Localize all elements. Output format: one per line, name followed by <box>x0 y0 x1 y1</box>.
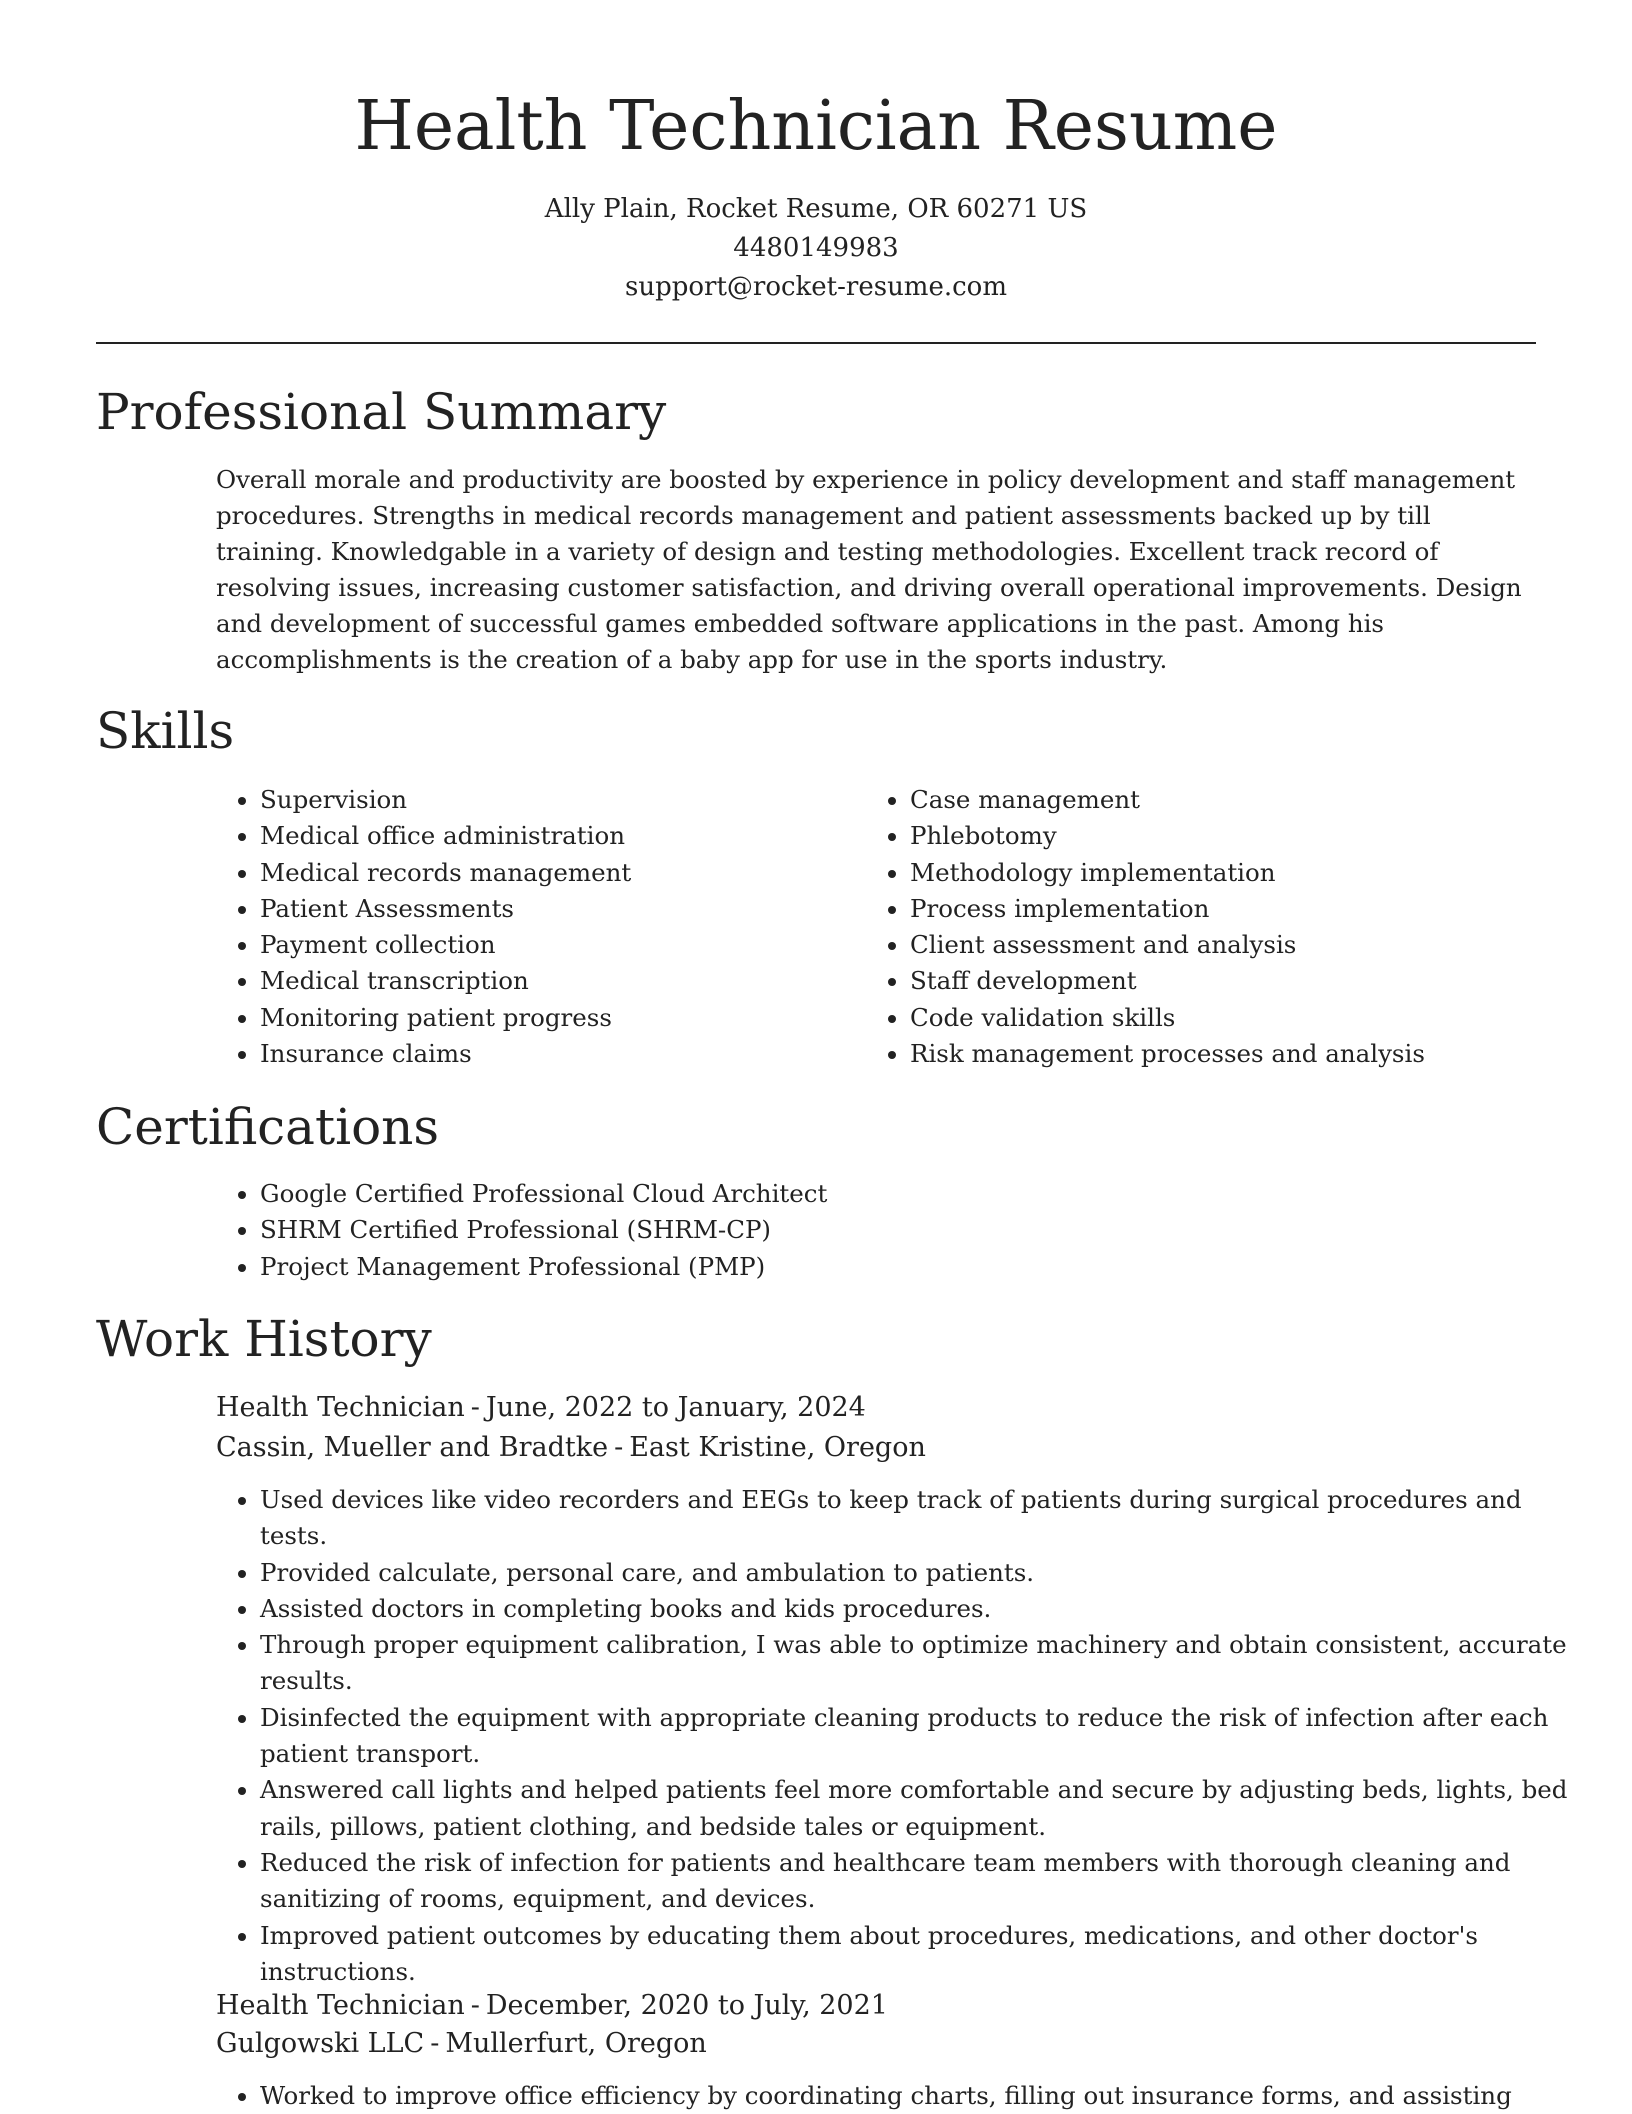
skill-item: • Risk management processes and analysis <box>910 1036 1570 1072</box>
job-bullet: • Used devices like video recorders and EEGs to keep track of patients during surgical procedures and tests. <box>260 1482 1580 1555</box>
job-title: Health Technician <box>216 1990 465 2021</box>
job-bullet: • Disinfected the equipment with appropriate cleaning products to reduce the risk of infection after each patient transport. <box>260 1700 1580 1773</box>
skill-item: • Patient Assessments <box>260 891 860 927</box>
skill-item: • Case management <box>910 782 1570 818</box>
job-bullet: • Answered call lights and helped patients feel more comfortable and secure by adjusting beds, lights, bed rails, pillows, patient clothing, and bedside tales or equipment. <box>260 1772 1580 1845</box>
job-bullet: • Assisted doctors in completing books and kids procedures. <box>260 1591 1580 1627</box>
contact-address: Ally Plain, Rocket Resume, OR 60271 US <box>544 194 1088 224</box>
job-company-line <box>216 2024 707 2064</box>
job-bullet: • Worked to improve office efficiency by coordinating charts, filling out insurance forms, and assisting <box>260 2078 1580 2114</box>
skills-heading: Skills <box>96 702 235 760</box>
skill-item: • Medical records management <box>260 855 860 891</box>
skill-item: • Monitoring patient progress <box>260 1000 860 1036</box>
job-company: Cassin, Mueller and Bradtke <box>216 1432 609 1463</box>
job-location: Mullerfurt, Oregon <box>445 2028 707 2059</box>
job-dates: December, 2020 to July, 2021 <box>485 1990 888 2021</box>
skill-item: • Phlebotomy <box>910 818 1570 854</box>
job-company-line <box>216 1428 926 1468</box>
contact-block <box>0 190 1632 307</box>
header-divider <box>96 342 1536 344</box>
skill-item: • Process implementation <box>910 891 1570 927</box>
contact-phone: 4480149983 <box>733 233 899 263</box>
skill-item: • Client assessment and analysis <box>910 927 1570 963</box>
summary-text: Overall morale and productivity are boosted by experience in policy development and staff management procedures. Strengths in medical records management and patient assessments backed up by till training. Knowledgable in a variety of design and testing methodologies. Excellent track record of resolving issues, increasing customer satisfaction, and driving overall operational improvements. Design and development of successful games embedded software applications in the past. Among his accomplishments is the creation of a baby app for use in the sports industry. <box>216 465 1522 674</box>
skill-item: • Code validation skills <box>910 1000 1570 1036</box>
certification-item: • Project Management Professional (PMP) <box>260 1249 1560 1285</box>
skill-item: • Staff development <box>910 963 1570 999</box>
certifications-heading: Certifications <box>96 1098 440 1156</box>
job-title-line <box>216 1388 866 1428</box>
skill-item: • Payment collection <box>260 927 860 963</box>
skill-item: • Supervision <box>260 782 860 818</box>
separator: - <box>470 1990 480 2021</box>
work-history-heading: Work History <box>96 1310 432 1368</box>
job-bullet: • Improved patient outcomes by educating them about procedures, medications, and other doctor's instructions. <box>260 1918 1580 1991</box>
separator: - <box>470 1392 480 1423</box>
certification-item: • SHRM Certified Professional (SHRM-CP) <box>260 1212 1560 1248</box>
separator: - <box>614 1432 624 1463</box>
skill-item: • Insurance claims <box>260 1036 860 1072</box>
job-title-line <box>216 1986 888 2026</box>
job-bullet: • Provided calculate, personal care, and ambulation to patients. <box>260 1555 1580 1591</box>
skills-list-left <box>216 782 860 1072</box>
resume-header <box>0 0 1632 307</box>
separator: - <box>430 2028 440 2059</box>
job-bullets <box>216 1482 1580 1990</box>
summary-heading: Professional Summary <box>96 383 667 441</box>
skill-item: • Medical office administration <box>260 818 860 854</box>
job-title: Health Technician <box>216 1392 465 1423</box>
certification-item: • Google Certified Professional Cloud Architect <box>260 1176 1560 1212</box>
job-dates: June, 2022 to January, 2024 <box>485 1392 866 1423</box>
contact-email: support@rocket-resume.com <box>624 272 1007 302</box>
job-bullet: • Reduced the risk of infection for patients and healthcare team members with thorough cleaning and sanitizing of rooms, equipment, and devices. <box>260 1845 1580 1918</box>
page-title: Health Technician Resume <box>354 87 1278 166</box>
job-company: Gulgowski LLC <box>216 2028 425 2059</box>
certifications-list <box>216 1176 1560 1285</box>
job-location: East Kristine, Oregon <box>629 1432 926 1463</box>
skills-list-right <box>866 782 1570 1072</box>
skill-item: • Methodology implementation <box>910 855 1570 891</box>
job-bullet: • Through proper equipment calibration, I was able to optimize machinery and obtain consistent, accurate results. <box>260 1627 1580 1700</box>
job-bullets <box>216 2078 1580 2114</box>
skill-item: • Medical transcription <box>260 963 860 999</box>
